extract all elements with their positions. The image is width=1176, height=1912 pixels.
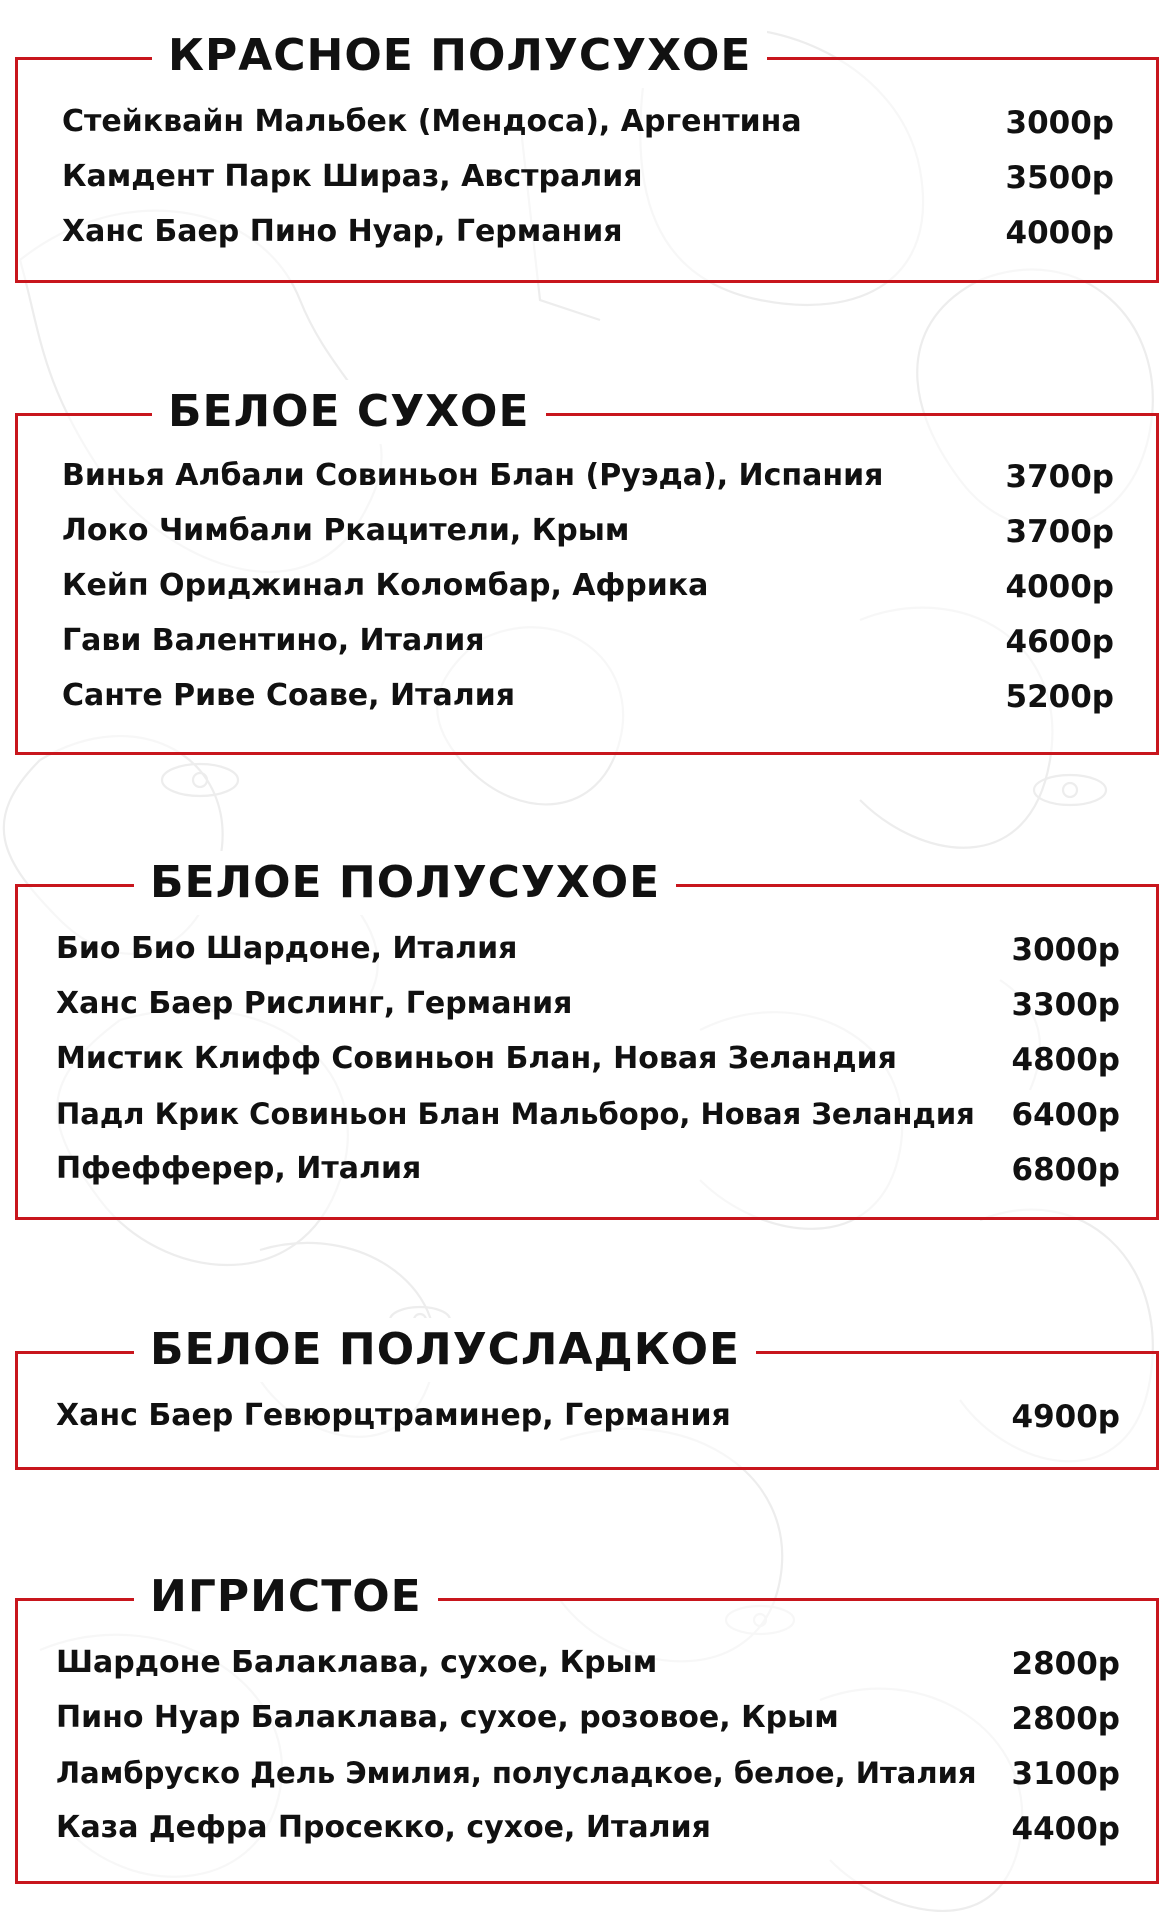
wine-name: Ханс Баер Гевюрцтраминер, Германия (56, 1398, 731, 1433)
wine-name: Локо Чимбали Ркацители, Крым (62, 513, 630, 548)
wine-name: Био Био Шардоне, Италия (56, 931, 518, 966)
list-item (18, 566, 1156, 621)
wine-list (18, 1643, 1156, 1863)
list-item (18, 1753, 1156, 1808)
list-item (18, 511, 1156, 566)
wine-name: Каза Дефра Просекко, сухое, Италия (56, 1810, 711, 1845)
section-title: БЕЛОЕ ПОЛУСУХОЕ (134, 851, 676, 915)
wine-price: 4900р (1011, 1399, 1120, 1435)
wine-price: 3000р (1011, 932, 1120, 968)
wine-price: 5200р (1005, 679, 1114, 715)
wine-list (18, 1396, 1156, 1451)
wine-name: Кейп Ориджинал Коломбар, Африка (62, 568, 709, 603)
wine-name: Пфефферер, Италия (56, 1151, 422, 1186)
wine-name: Шардоне Балаклава, сухое, Крым (56, 1645, 658, 1680)
list-item (18, 1149, 1156, 1204)
wine-price: 2800р (1011, 1701, 1120, 1737)
list-item (18, 1698, 1156, 1753)
section-title: БЕЛОЕ СУХОЕ (152, 380, 546, 444)
wine-price: 6400р (1011, 1097, 1120, 1133)
wine-list (18, 102, 1156, 267)
wine-price: 4400р (1011, 1811, 1120, 1847)
list-item (18, 984, 1156, 1039)
wine-name: Ламбруско Дель Эмилия, полусладкое, белое, Италия (56, 1756, 977, 1790)
wine-price: 4600р (1005, 624, 1114, 660)
wine-price: 3500р (1005, 160, 1114, 196)
wine-price: 3700р (1005, 459, 1114, 495)
section-white-dry (15, 386, 1159, 755)
wine-list (18, 929, 1156, 1204)
wine-name: Ханс Баер Пино Нуар, Германия (62, 214, 623, 249)
list-item (18, 102, 1156, 157)
list-item (18, 212, 1156, 267)
wine-name: Гави Валентино, Италия (62, 623, 485, 658)
list-item (18, 929, 1156, 984)
list-item (18, 1039, 1156, 1094)
list-item (18, 621, 1156, 676)
wine-name: Ханс Баер Рислинг, Германия (56, 986, 573, 1021)
list-item (18, 1808, 1156, 1863)
wine-price: 3700р (1005, 514, 1114, 550)
wine-price: 6800р (1011, 1152, 1120, 1188)
wine-name: Санте Риве Соаве, Италия (62, 678, 515, 713)
wine-price: 3100р (1011, 1756, 1120, 1792)
wine-name: Пино Нуар Балаклава, сухое, розовое, Крым (56, 1700, 839, 1735)
wine-price: 2800р (1011, 1646, 1120, 1682)
wine-price: 3000р (1005, 105, 1114, 141)
section-title: КРАСНОЕ ПОЛУСУХОЕ (152, 24, 767, 88)
section-red-semi-dry (15, 30, 1159, 283)
wine-name: Падл Крик Совиньон Блан Мальборо, Новая Зеландия (56, 1097, 975, 1131)
list-item (18, 1396, 1156, 1451)
section-title: ИГРИСТОЕ (134, 1565, 438, 1629)
list-item (18, 157, 1156, 212)
section-sparkling (15, 1571, 1159, 1884)
wine-name: Стейквайн Мальбек (Мендоса), Аргентина (62, 104, 802, 139)
wine-price: 4000р (1005, 569, 1114, 605)
section-white-semi-dry (15, 857, 1159, 1220)
wine-price: 3300р (1011, 987, 1120, 1023)
list-item (18, 456, 1156, 511)
wine-name: Винья Албали Совиньон Блан (Руэда), Испания (62, 458, 884, 493)
wine-list (18, 456, 1156, 731)
list-item (18, 1643, 1156, 1698)
wine-name: Камдент Парк Шираз, Австралия (62, 159, 643, 194)
list-item (18, 1094, 1156, 1149)
section-white-semi-sweet (15, 1324, 1159, 1470)
wine-price: 4800р (1011, 1042, 1120, 1078)
wine-price: 4000р (1005, 215, 1114, 251)
wine-name: Мистик Клифф Совиньон Блан, Новая Зеландия (56, 1041, 897, 1076)
section-title: БЕЛОЕ ПОЛУСЛАДКОЕ (134, 1318, 756, 1382)
list-item (18, 676, 1156, 731)
